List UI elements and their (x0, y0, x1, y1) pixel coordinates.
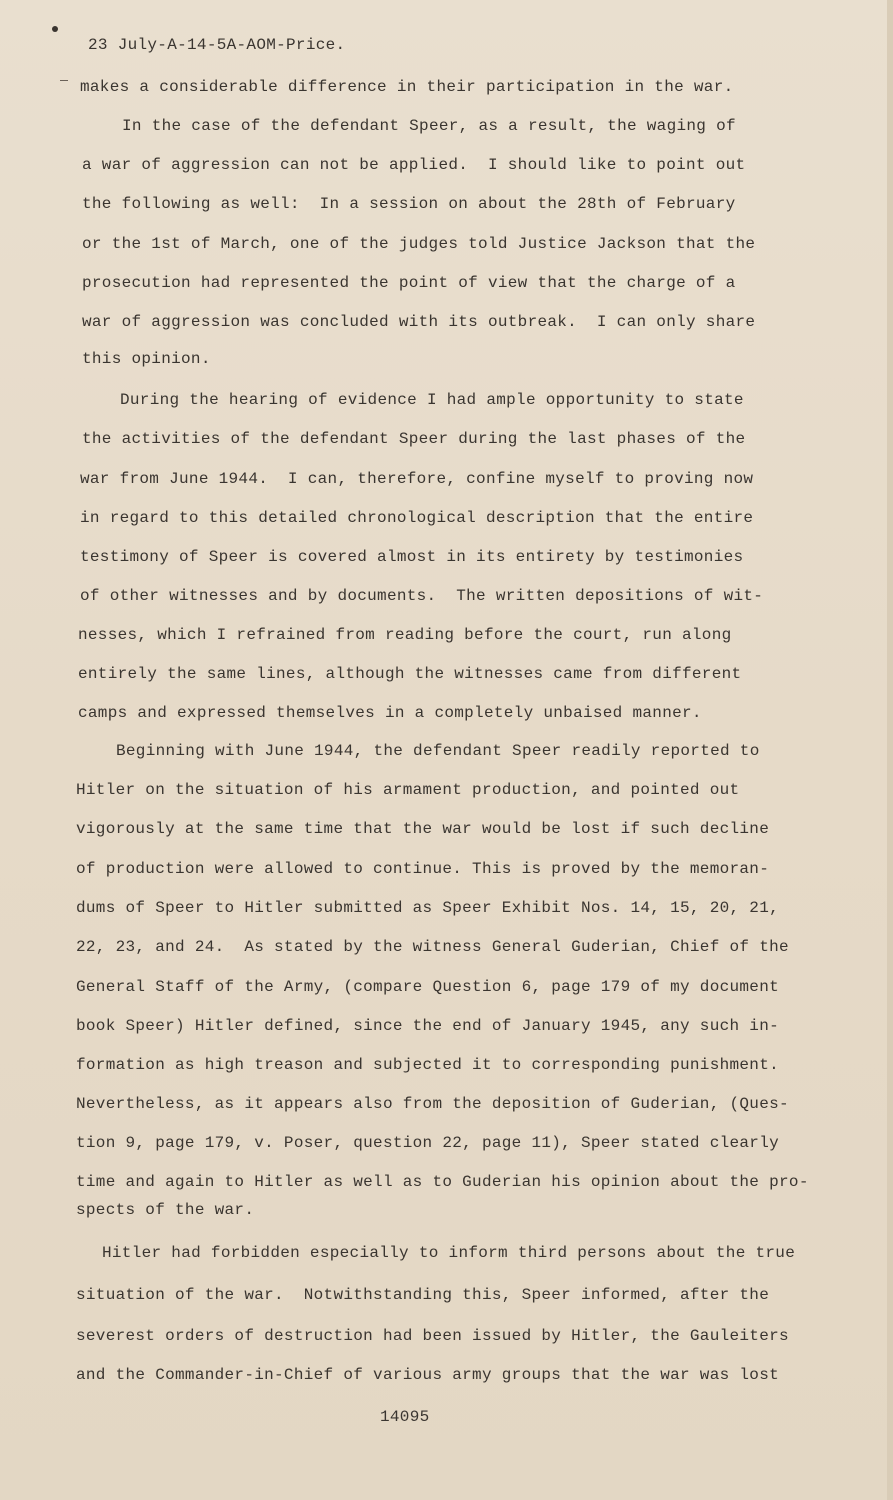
text-line: General Staff of the Army, (compare Question 6, page 179 of my document (76, 978, 780, 996)
text-line: or the 1st of March, one of the judges told Justice Jackson that the (82, 235, 756, 253)
text-line: severest orders of destruction had been issued by Hitler, the Gauleiters (76, 1327, 789, 1345)
text-line: testimony of Speer is covered almost in its entirety by testimonies (80, 548, 744, 566)
text-line: spects of the war. (76, 1201, 255, 1219)
text-line: prosecution had represented the point of view that the charge of a (82, 274, 736, 292)
text-line: makes a considerable difference in their participation in the war. (80, 78, 734, 96)
margin-mark (52, 26, 58, 32)
text-line: time and again to Hitler as well as to Guderian his opinion about the pro- (76, 1173, 809, 1191)
text-line: situation of the war. Notwithstanding this, Speer informed, after the (76, 1286, 770, 1304)
text-line: entirely the same lines, although the witnesses came from different (78, 665, 742, 683)
text-line: of other witnesses and by documents. The written depositions of wit- (80, 587, 764, 605)
margin-dash (60, 80, 68, 81)
text-line: in regard to this detailed chronological description that the entire (80, 509, 754, 527)
text-line: camps and expressed themselves in a completely unbaised manner. (78, 704, 702, 722)
text-line: dums of Speer to Hitler submitted as Speer Exhibit Nos. 14, 15, 20, 21, (76, 899, 780, 917)
text-line: of production were allowed to continue. This is proved by the memoran- (76, 860, 770, 878)
text-line: formation as high treason and subjected it to corresponding punishment. (76, 1056, 780, 1074)
text-line: Hitler had forbidden especially to inform third persons about the true (102, 1244, 796, 1262)
text-line: the following as well: In a session on about the 28th of February (82, 195, 736, 213)
text-line: war from June 1944. I can, therefore, confine myself to proving now (80, 470, 754, 488)
page-edge (887, 0, 893, 1500)
text-line: Nevertheless, as it appears also from the deposition of Guderian, (Ques- (76, 1095, 789, 1113)
page-number: 14095 (380, 1408, 430, 1426)
text-line: Beginning with June 1944, the defendant Speer readily reported to (116, 742, 760, 760)
text-line: war of aggression was concluded with its outbreak. I can only share (82, 313, 756, 331)
text-line: tion 9, page 179, v. Poser, question 22, page 11), Speer stated clearly (76, 1134, 780, 1152)
text-line: book Speer) Hitler defined, since the end of January 1945, any such in- (76, 1017, 780, 1035)
text-line: nesses, which I refrained from reading before the court, run along (78, 626, 732, 644)
text-line: 22, 23, and 24. As stated by the witness General Guderian, Chief of the (76, 938, 789, 956)
text-line: Hitler on the situation of his armament production, and pointed out (76, 781, 740, 799)
text-line: the activities of the defendant Speer during the last phases of the (82, 430, 746, 448)
text-line: this opinion. (82, 350, 211, 368)
text-line: and the Commander-in-Chief of various army groups that the war was lost (76, 1366, 780, 1384)
text-line: During the hearing of evidence I had ample opportunity to state (120, 391, 744, 409)
text-line: a war of aggression can not be applied. I should like to point out (82, 156, 746, 174)
text-line: In the case of the defendant Speer, as a result, the waging of (122, 117, 736, 135)
text-line: vigorously at the same time that the war would be lost if such decline (76, 820, 770, 838)
page-header: 23 July-A-14-5A-AOM-Price. (88, 36, 346, 54)
